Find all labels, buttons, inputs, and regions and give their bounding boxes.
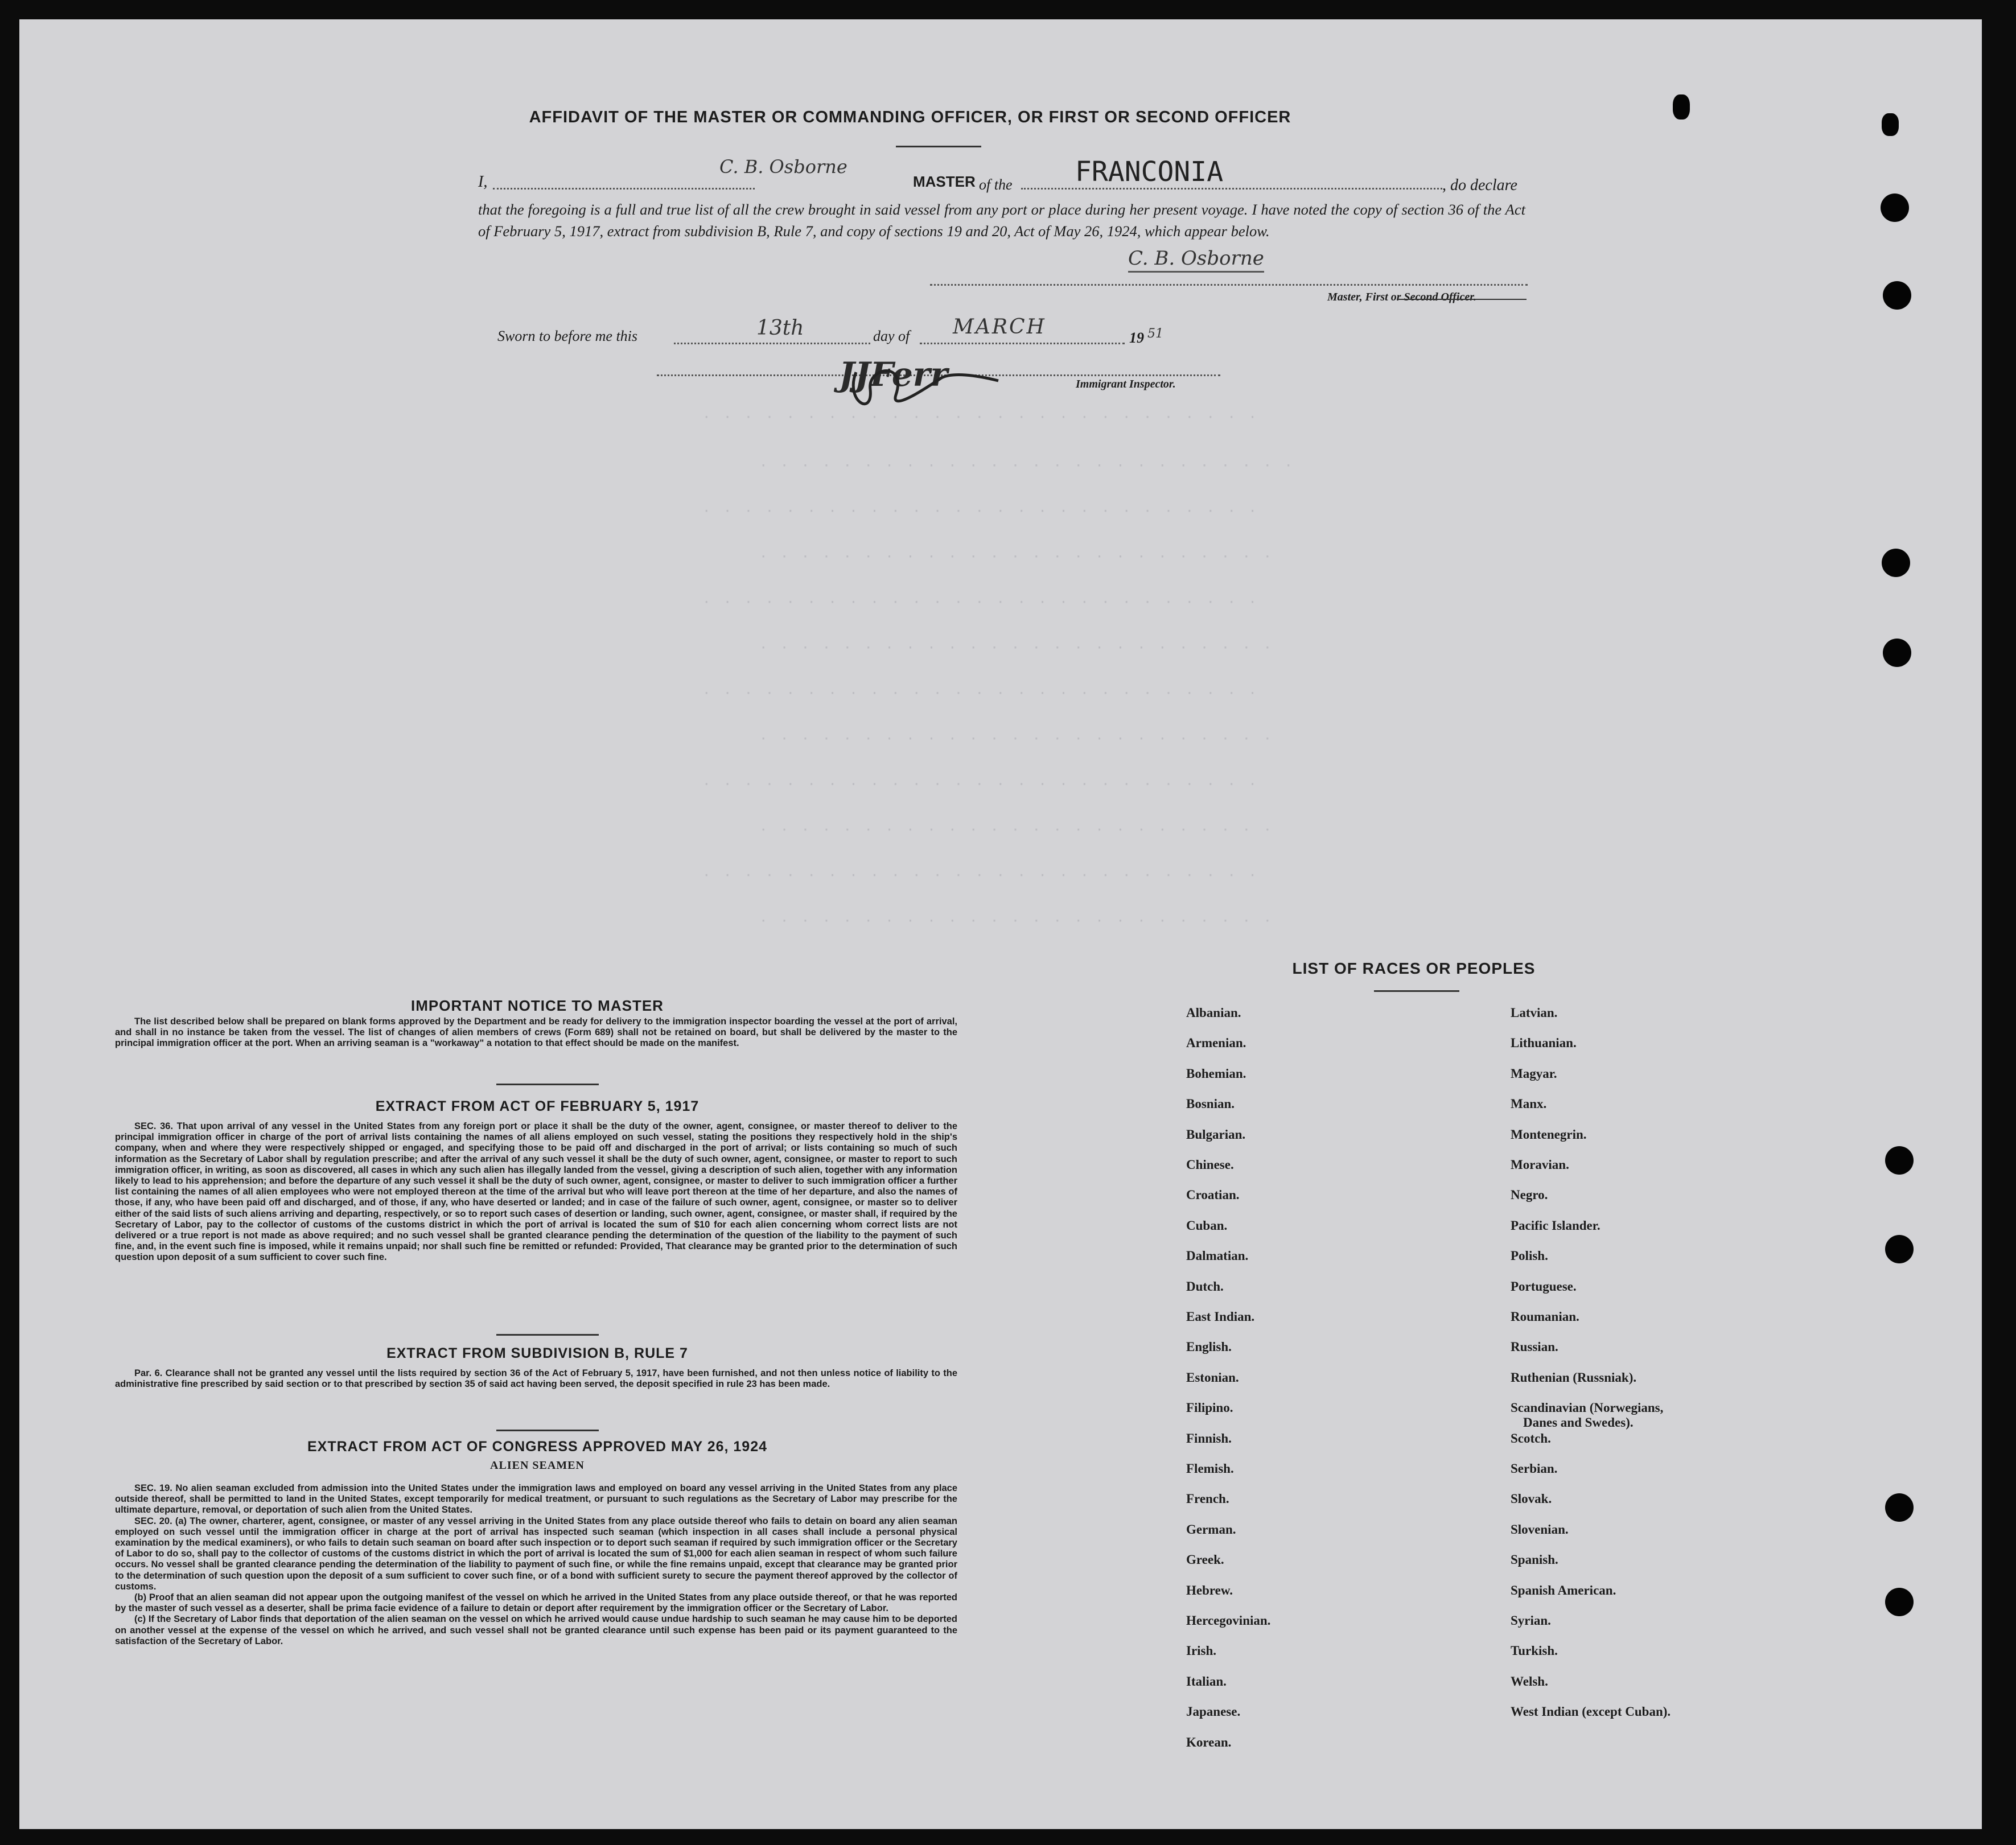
race-item: Scandinavian (Norwegians,: [1511, 1401, 1664, 1415]
extract-1924-title: EXTRACT FROM ACT OF CONGRESS APPROVED MAY 26, 1924: [307, 1439, 768, 1455]
race-item: Dalmatian.: [1186, 1249, 1249, 1263]
race-item: Moravian.: [1511, 1158, 1569, 1172]
race-item: Pacific Islander.: [1511, 1218, 1601, 1233]
race-item: Bosnian.: [1186, 1097, 1235, 1111]
rank-label: MASTER: [913, 173, 976, 190]
race-item: Manx.: [1511, 1097, 1547, 1111]
race-item: Albanian.: [1186, 1006, 1241, 1020]
race-item: Portuguese.: [1511, 1279, 1577, 1294]
notice-rule: [496, 1084, 599, 1085]
race-item: Flemish.: [1186, 1461, 1234, 1476]
do-declare-label: , do declare: [1442, 176, 1517, 194]
officer-label: [1327, 291, 1476, 304]
alien-seamen-subtitle: ALIEN SEAMEN: [490, 1459, 585, 1472]
notice-body: [115, 1016, 957, 1049]
sec20b-text: (b) Proof that an alien seaman did not appear upon the outgoing manifest of the vessel on which he arrived in the United States from any place outside thereof, or that he was reported by the master of such vessel as a deserter, shall be prima facie evidence of a failure to detain or deport after requirement by the immigration officer or the Secretary of Labor.: [115, 1592, 957, 1614]
race-item: German.: [1186, 1522, 1236, 1537]
race-item: Syrian.: [1511, 1613, 1551, 1628]
race-item: Estonian.: [1186, 1370, 1239, 1385]
race-item: Finnish.: [1186, 1431, 1232, 1445]
par6-text: Par. 6. Clearance shall not be granted any vessel until the lists required by section 36 of the Act of February 5, 1917, have been furnished, and not then unless notice of liability to the administrative fine prescribed by said section or to that prescribed by section 35 of said act having been served, the deposit specified in rule 23 has been made.: [115, 1368, 957, 1390]
officer-label-text: Master, First or Second Officer.: [1327, 291, 1476, 303]
race-item: West Indian (except Cuban).: [1511, 1704, 1671, 1719]
races-title-rule: [1374, 990, 1459, 992]
race-item: Magyar.: [1511, 1066, 1557, 1081]
day-of-label: day of: [873, 328, 910, 344]
race-item: Russian.: [1511, 1340, 1558, 1354]
extract-1917-rule: [496, 1334, 599, 1336]
extract-1917-body: [115, 1121, 957, 1263]
sec36-text: SEC. 36. That upon arrival of any vessel in the United States from any foreign port or place it shall be the duty of the owner, agent, consignee, or master thereof to deliver to the principal immigration officer in charge of the port of arrival lists containing the names of all aliens employed on such vessel, stating the positions they respectively hold in the ship's company, when and where they were respectively shipped or engaged, and specifying those to be paid off and discharged in the port of arrival; or lists containing so much of such information as the Secretary of Labor shall by regulation prescribe; and after the arrival of any such vessel it shall be the duty of such owner, agent, consignee, or master to report to such immigration officer, in writing, as soon as discovered, all cases in which any such alien has illegally landed from the vessel, giving a description of such alien, together with any information likely to lead to his apprehension; and before the departure of any such vessel it shall be the duty of such owner, agent, consignee, or master to deliver to such immigration officer a further list containing the names of all alien employees who were not employed thereon at the time of the arrival but who will leave port thereon at the time of her departure, and also the names of those, if any, who have been paid off and discharged, and of those, if any, who have deserted or landed; and in case of the failure of such owner, agent, consignee, or master so to deliver either of the said lists of such aliens arriving and departing, respectively, or so to report such cases of desertion or landing, such owner, agent, consignee, or master shall, if required by the Secretary of Labor, pay to the collector of customs of the customs district in which the port of arrival is located the sum of $10 for each alien concerning whom correct lists are not delivered or a true report is not made as above required; and no such vessel shall be granted clearance pending the determination of the question of the liability to the payment of such fine, and, in the event such fine is imposed, while it remains unpaid; nor shall such fine be remitted or refunded: Provided, That clearance may be granted prior to the determination of such question upon deposit of a sum sufficient to cover such fine.: [115, 1121, 957, 1263]
master-signature: C. B. Osborne: [1128, 247, 1264, 273]
race-item: Slovenian.: [1511, 1522, 1569, 1537]
race-item: Turkish.: [1511, 1644, 1558, 1658]
inspector-signature-flourish: [839, 355, 1010, 423]
race-item: Scotch.: [1511, 1431, 1551, 1445]
race-item: Filipino.: [1186, 1401, 1233, 1415]
extract-rule7-body: [115, 1368, 957, 1390]
affidavit-body: that the foregoing is a full and true list of all the crew brought in said vessel from any port or place during her present voyage. I have noted the copy of section 36 of the Act of February 5, 1917, extract from subdivision B, Rule 7, and copy of sections 19 and 20, Act of May 26, 1924, which appear below.: [478, 201, 1525, 240]
race-item: Chinese.: [1186, 1158, 1234, 1172]
sworn-month: MARCH: [953, 315, 1046, 339]
extract-rule7-rule: [496, 1430, 599, 1431]
of-the-label: of the: [979, 176, 1013, 193]
race-item: Irish.: [1186, 1644, 1217, 1658]
race-item: Spanish.: [1511, 1552, 1558, 1567]
affidavit-title-rule: [896, 146, 981, 147]
inspector-label: Immigrant Inspector.: [1076, 378, 1176, 390]
race-item: Italian.: [1186, 1674, 1227, 1688]
year-prefix: 19: [1129, 330, 1144, 346]
race-item: Bulgarian.: [1186, 1127, 1246, 1142]
race-item: Negro.: [1511, 1188, 1548, 1202]
race-item: Serbian.: [1511, 1461, 1558, 1476]
race-item: Roumanian.: [1511, 1309, 1579, 1324]
race-item: Welsh.: [1511, 1674, 1548, 1688]
race-item: Ruthenian (Russniak).: [1511, 1370, 1637, 1385]
inspector-signature-text: JJFerr: [839, 355, 948, 394]
race-item: French.: [1186, 1492, 1229, 1506]
race-item: Bohemian.: [1186, 1066, 1246, 1081]
race-item: East Indian.: [1186, 1309, 1255, 1324]
i-label: I,: [478, 173, 488, 191]
vessel-name: FRANCONIA: [1075, 156, 1224, 188]
master-name-handwritten: C. B. Osborne: [719, 156, 847, 178]
sec19-text: SEC. 19. No alien seaman excluded from admission into the United States under the immigration laws and employed on board any vessel arriving in the United States from any place outside thereof, shall be permitted to land in the United States, except temporarily for medical treatment, or pursuant to such regulations as the Secretary of Labor may prescribe for the ultimate departure, removal, or deportation of such alien from the United States.: [115, 1483, 957, 1515]
race-item: Hebrew.: [1186, 1583, 1233, 1597]
affidavit-title: AFFIDAVIT OF THE MASTER OR COMMANDING OFFICER, OR FIRST OR SECOND OFFICER: [529, 108, 1291, 126]
race-item: Slovak.: [1511, 1492, 1552, 1506]
sworn-day: 13th: [756, 316, 804, 340]
sec20c-text: (c) If the Secretary of Labor finds that deportation of the alien seaman on the vessel on which he arrived would cause undue hardship to such seaman he may cause him to be deported on another vessel at the expense of the vessel on which he arrived, and such vessel shall not be granted clearance until such expense has been paid or its payment guaranteed to the satisfaction of the Secretary of Labor.: [115, 1614, 957, 1646]
race-item: Japanese.: [1186, 1704, 1241, 1719]
race-item: Latvian.: [1511, 1006, 1558, 1020]
sec20a-text: SEC. 20. (a) The owner, charterer, agent, consignee, or master of any vessel arriving in the United States from any place outside thereof who fails to detain on board any alien seaman employed on such vessel until the immigration officer in charge at the port of arrival has inspected such seaman (which inspection in all cases shall include a personal physical examination by the medical examiners), or who fails to detain such seaman on board after such inspection or to deport such seaman if required by such immigration officer or the Secretary of Labor to do so, shall pay to the collector of customs of the customs district in which the port of arrival is located the sum of $1,000 for each alien seaman in respect of whom such failure occurs. No vessel shall be granted clearance pending the determination of the liability to payment of such fine, or while the fine remains unpaid, except that clearance may be granted prior to the determination of such question upon the deposit of a sum sufficient to cover such fine, or of a bond with sufficient surety to secure the payment thereof approved by the collector of customs.: [115, 1515, 957, 1592]
race-item: Polish.: [1511, 1249, 1548, 1263]
extract-1917-title: EXTRACT FROM ACT OF FEBRUARY 5, 1917: [375, 1098, 700, 1114]
race-item: Cuban.: [1186, 1218, 1228, 1233]
race-item: Spanish American.: [1511, 1583, 1616, 1597]
race-item: English.: [1186, 1340, 1232, 1354]
race-item: Armenian.: [1186, 1036, 1246, 1051]
manifest-page: · · · · · · · · · · · · · · · · · · · · · · · · · · · · · · · · · · · · · · · · · · · · · · · · · · · · · · · · · · · · · · · · · · · · · · · · · · · · · · · · · · · · · · · · · · · · · · · · · · · · · · · · · · · · · · · · · · · · · · · · · · · · · · · · · · · · · · · · · · · · · · · · · · · · · · · · · · · · · · · · · · · · · · · · · · · · · · · · · · · · · · · · · · · · · · · · · · · · · · · · · · · · · · · · · · · · · · · · · · · · · · · · · · · · · · · · · · · · · · · · · · · · · · · · · · · · · · · · · · · · · · · · · · · · · · · · · · · · · · · · · · · · · · · · · · · · · · · · · · · · · · · · · · · · · · · · · AFFIDAVIT OF THE MASTER OR COMMANDING OFFICER, OR FIRST OR SECOND OFFICER I, C. B. Osborne MASTER of the FRANCONIA , do declare that the foregoing is a full and true list of all the crew brought in said vessel from any port or place during her present voyage. I have noted the copy of section 36 of the Act of February 5, 1917, extract from subdivision B, Rule 7, and copy of sections 19 and 20, Act of May 26, 1924, which appear below. C. B. Osborne Master, First or Second Officer. Sworn to before me this 13th day of MARCH 19 51 JJFerr Immigrant Inspector. IMPORTANT NOTICE TO MASTER The list described below shall be prepared on blank forms approved by the Department and be ready for delivery to the immigration inspector boarding the vessel at the port of arrival, and shall in no instance be taken from the vessel. The list of changes of alien members of crews (Form 689) shall not be retained on board, but shall be delivered by the master to the principal immigration officer at the port. When an arriving seaman is a "workaway" a notation to that effect should be made on the manifest. EXTRACT FROM ACT OF FEBRUARY 5, 1917 SEC. 36. That upon arrival of any vessel in the United States from any foreign port or place it shall be the duty of the owner, agent, consignee, or master thereof to deliver to the principal immigration officer in charge of the port of arrival lists containing the names of all aliens employed on such vessel, stating the positions they respectively hold in the ship's company, when and where they were respectively shipped or engaged, and specifying those to be paid off and discharged in the port of arrival; or lists containing so much of such information as the Secretary of Labor shall by regulation prescribe; and after the arrival of any such vessel it shall be the duty of such owner, agent, consignee, or master to report to such immigration officer, in writing, as soon as discovered, all cases in which any such alien has illegally landed from the vessel, giving a description of such alien, together with any information likely to lead to his apprehension; and before the departure of any such vessel it shall be the duty of such owner, agent, consignee, or master to deliver to such immigration officer a further list containing the names of all alien employees who were not employed thereon at the time of the arrival but who will leave port thereon at the time of her departure, and also the names of those, if any, who have been paid off and discharged, and of those, if any, who have deserted or landed; and in case of the failure of such owner, agent, consignee, or master so to deliver either of the said lists of such aliens arriving and departing, respectively, or so to report such cases of desertion or landing, such owner, agent, consignee, or master shall, if required by the Secretary of Labor, pay to the collector of customs of the customs district in which the port of arrival is located the sum of $10 for each alien concerning whom correct lists are not delivered or a true report is not made as above required; and no such vessel shall be granted clearance pending the determination of the question of the liability to the payment of such fine, and, in the event such fine is imposed, while it remains unpaid; nor shall such fine be remitted or refunded: Provided, That clearance may be granted prior to the determination of such question upon deposit of a sum sufficient to cover such fine. EXTRACT FROM SUBDIVISION B, RULE 7 Par. 6. Clearance shall not be granted any vessel until the lists required by section 36 of the Act of February 5, 1917, have been furnished, and not then unless notice of liability to the administrative fine prescribed by said section or to that prescribed by section 35 of said act having been served, the deposit specified in rule 23 has been made. EXTRACT FROM ACT OF CONGRESS APPROVED MAY 26, 1924 ALIEN SEAMEN SEC. 19. No alien seaman excluded from admission into the United States under the immigration laws and employed on board any vessel arriving in the United States from any place outside thereof, shall be permitted to land in the United States, except temporarily for medical treatment, or pursuant to such regulations as the Secretary of Labor may prescribe for the ultimate departure, removal, or deportation of such alien from the United States. SEC. 20. (a) The owner, charterer, agent, consignee, or master of any vessel arriving in the United States from any place outside thereof who fails to detain on board any alien seaman employed on such vessel until the immigration officer in charge at the port of arrival has inspected such seaman (which inspection in all cases shall include a personal physical examination by the medical examiners), or who fails to detain such seaman on board after such inspection or to deport such seaman if required by such immigration officer or the Secretary of Labor to do so, shall pay to the collector of customs of the customs district in which the port of arrival is located the sum of $1,000 for each alien seaman in respect of whom such failure occurs. No vessel shall be granted clearance pending the determination of the liability to payment of such fine, or while the fine remains unpaid, except that clearance may be granted prior to the determination of such question upon the deposit of a sum sufficient to cover such fine, or of a bond with sufficient surety to secure the payment thereof approved by the collector of customs. (b) Proof that an alien seaman did not appear upon the outgoing manifest of the vessel on which he arrived in the United States from any place outside thereof, or that he was reported by the master of such vessel as a deserter, shall be prima facie evidence of a failure to detain or deport after requirement by the immigration officer or the Secretary of Labor. (c) If the Secretary of Labor finds that deportation of the alien seaman on the vessel on which he arrived would cause undue hardship to such seaman he may cause him to be deported on another vessel at the expense of the vessel on which he arrived, and such vessel shall not be granted clearance until such expense has been paid or its payment guaranteed to the satisfaction of the Secretary of Labor. LIST OF RACES OR PEOPLES Albanian. Armenian. Bohemian. Bosnian. Bulgarian. Chinese. Croatian. Cuban. Dalmatian. Dutch. East Indian. English. Estonian. Filipino. Finnish. Flemish. French. German. Greek. Hebrew. Hercegovinian. Irish. Italian. Japanese. Korean. Latvian. Lithuanian. Magyar. Manx. Montenegrin. Moravian. Negro. Pacific Islander. Polish. Portuguese. Roumanian. Russian. Ruthenian (Russniak). Scandinavian (Norwegians, Danes and Swedes). Scotch. Serbian. Slovak. Slovenian. Spanish. Spanish American. Syrian. Turkish. Welsh. West Indian (except Cuban).: [19, 19, 1982, 1829]
extract-1924-body: [115, 1483, 957, 1647]
races-title: LIST OF RACES OR PEOPLES: [1292, 959, 1536, 977]
year-suffix: 51: [1147, 327, 1163, 341]
race-item: Dutch.: [1186, 1279, 1224, 1294]
notice-title: IMPORTANT NOTICE TO MASTER: [411, 997, 664, 1014]
race-item: Hercegovinian.: [1186, 1613, 1271, 1628]
race-item: Danes and Swedes).: [1523, 1415, 1634, 1430]
officer-strike: [1397, 299, 1527, 300]
sworn-label: Sworn to before me this: [497, 328, 638, 344]
race-item: Lithuanian.: [1511, 1036, 1577, 1051]
race-item: Korean.: [1186, 1735, 1232, 1749]
race-item: Greek.: [1186, 1552, 1224, 1567]
race-item: Croatian.: [1186, 1188, 1240, 1202]
notice-body-text: The list described below shall be prepared on blank forms approved by the Department and be ready for delivery to the immigration inspector boarding the vessel at the port of arrival, and shall in no instance be taken from the vessel. The list of changes of alien members of crews (Form 689) shall not be retained on board, but shall be delivered by the master to the principal immigration officer at the port. When an arriving seaman is a "workaway" a notation to that effect should be made on the manifest.: [115, 1016, 957, 1049]
race-item: Montenegrin.: [1511, 1127, 1587, 1142]
extract-rule7-title: EXTRACT FROM SUBDIVISION B, RULE 7: [386, 1345, 688, 1361]
